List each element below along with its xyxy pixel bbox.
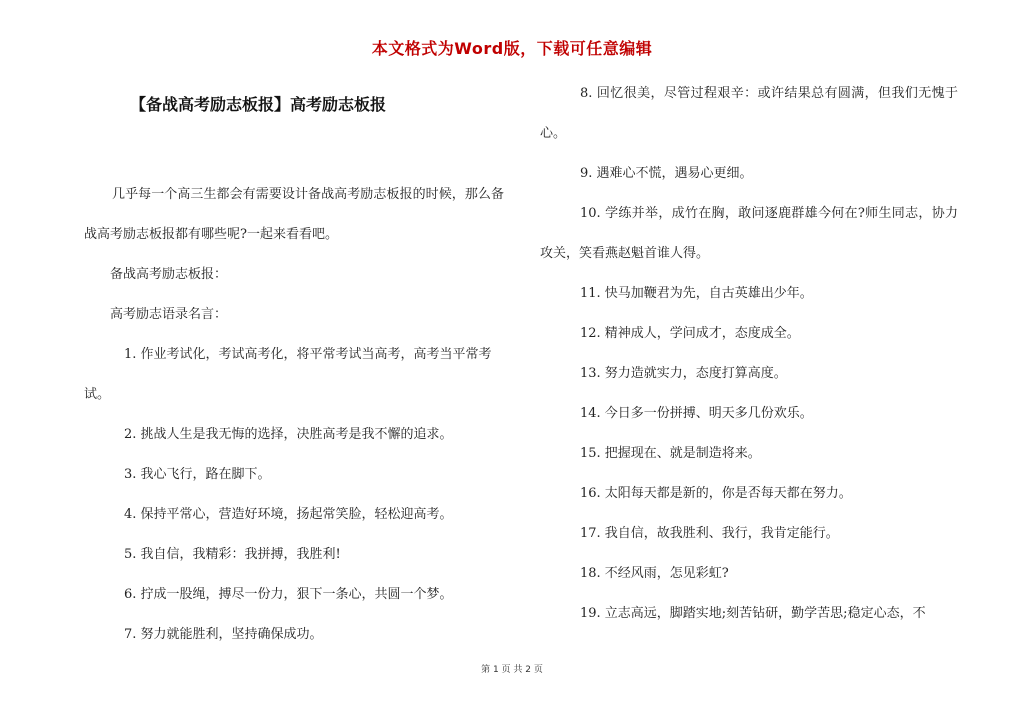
list-item: 18. 不经风雨，怎见彩虹? (580, 566, 729, 581)
list-item: 6. 拧成一股绳，搏尽一份力，狠下一条心，共圆一个梦。 (124, 587, 453, 602)
list-item: 9. 遇难心不慌，遇易心更细。 (580, 166, 753, 181)
page-footer: 第 1 页 共 2 页 (481, 665, 543, 675)
list-item: 1. 作业考试化，考试高考化，将平常考试当高考，高考当平常考试。 (84, 347, 492, 402)
list-item: 13. 努力造就实力，态度打算高度。 (580, 366, 787, 381)
list-item: 15. 把握现在、就是制造将来。 (580, 446, 761, 461)
format-banner: 本文格式为Word版，下载可任意编辑 (371, 39, 653, 58)
list-item: 8. 回忆很美，尽管过程艰辛：或许结果总有圆满，但我们无愧于心。 (540, 86, 958, 141)
list-item: 5. 我自信，我精彩：我拼搏，我胜利! (124, 547, 341, 562)
list-item: 19. 立志高远，脚踏实地;刻苦钻研，勤学苦思;稳定心态，不 (580, 606, 926, 621)
right-column (540, 74, 958, 634)
list-item: 12. 精神成人，学问成才，态度成全。 (580, 326, 800, 341)
list-item: 16. 太阳每天都是新的，你是否每天都在努力。 (580, 486, 852, 501)
list-item: 14. 今日多一份拼搏、明天多几份欢乐。 (580, 406, 813, 421)
list-item: 4. 保持平常心，营造好环境，扬起常笑脸，轻松迎高考。 (124, 507, 453, 522)
list-item: 3. 我心飞行，路在脚下。 (124, 467, 271, 482)
list-item: 7. 努力就能胜利，坚持确保成功。 (124, 627, 323, 642)
section-heading-quotes: 高考励志语录名言： (110, 307, 228, 322)
list-item: 11. 快马加鞭君为先，自古英雄出少年。 (580, 286, 813, 301)
page-title: 【备战高考励志板报】高考励志板报 (130, 95, 387, 114)
intro-paragraph: 几乎每一个高三生都会有需要设计备战高考励志板报的时候，那么备战高考励志板报都有哪些呢?一起来看看吧。 (84, 187, 504, 242)
left-column (84, 175, 504, 655)
list-item: 10. 学练并举，成竹在胸，敢问逐鹿群雄今何在?师生同志，协力攻关，笑看燕赵魁首谁人得。 (540, 206, 958, 261)
list-item: 17. 我自信，故我胜利、我行，我肯定能行。 (580, 526, 839, 541)
section-heading-board: 备战高考励志板报： (110, 267, 228, 282)
list-item: 2. 挑战人生是我无悔的选择，决胜高考是我不懈的追求。 (124, 427, 453, 442)
